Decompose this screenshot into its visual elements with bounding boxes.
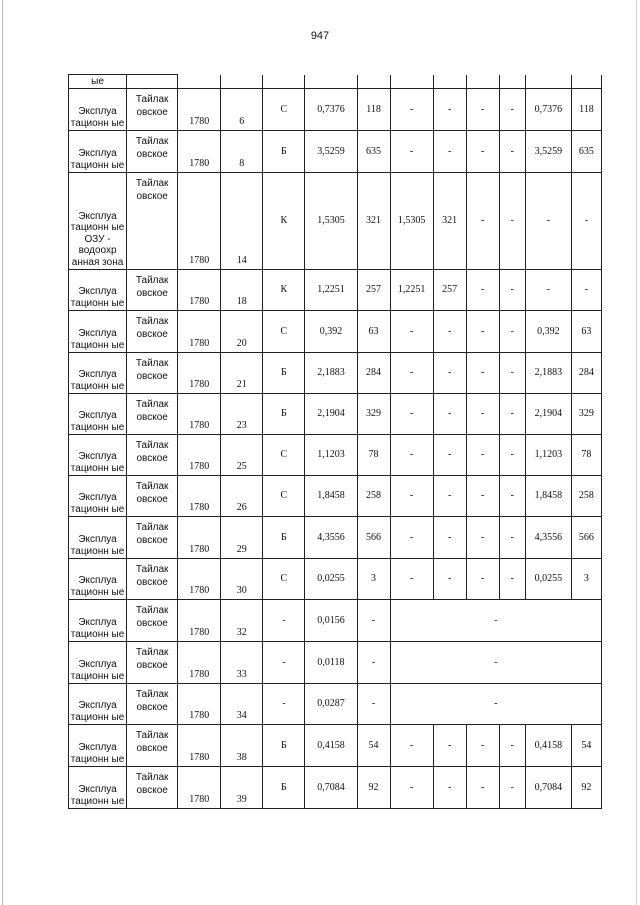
cell-code: 1780 — [178, 89, 221, 131]
cell-type: Эксплуа тационн ые — [69, 435, 127, 476]
cell-value-total: 78 — [357, 435, 390, 476]
cell-deposit-name: Тайлак овское — [127, 600, 178, 642]
cell-value-total: 284 — [357, 353, 390, 394]
cell-area-total: 0,0287 — [305, 684, 357, 725]
cell-number: 23 — [221, 394, 263, 435]
cell-value-total: 329 — [357, 394, 390, 435]
cell-area-b: 1,5305 — [390, 173, 433, 270]
table-row — [69, 353, 602, 394]
cell-category: - — [263, 642, 305, 684]
cell-area-c: - — [466, 767, 499, 809]
cell-code: 1780 — [178, 767, 221, 809]
cell-category: Б — [263, 353, 305, 394]
cell-area-total: 0,392 — [305, 311, 357, 353]
cell-type: Эксплуа тационн ые — [69, 600, 127, 642]
cell-area-total: 2,1883 — [305, 353, 357, 394]
cell-value-total: 3 — [357, 559, 390, 600]
cell-value-b: - — [433, 89, 466, 131]
cell-type: Эксплуа тационн ые — [69, 270, 127, 311]
cell-deposit-name: Тайлак овское — [127, 559, 178, 600]
cell-deposit-name: Тайлак овское — [127, 435, 178, 476]
cell-merged: - — [390, 642, 601, 684]
table-row — [69, 394, 602, 435]
cell-merged: - — [390, 684, 601, 725]
cell-category: Б — [263, 767, 305, 809]
cell-number: 20 — [221, 311, 263, 353]
cell-number: 18 — [221, 270, 263, 311]
cell-area-b: - — [390, 559, 433, 600]
cell-type: Эксплуа тационн ые — [69, 394, 127, 435]
cell-area-total: 1,5305 — [305, 173, 357, 270]
cell-value-b: - — [433, 476, 466, 517]
cell-deposit-name: Тайлак овское — [127, 131, 178, 173]
cell-type: Эксплуа тационн ые — [69, 131, 127, 173]
cell-value-c: - — [499, 767, 525, 809]
cell-area-d: - — [525, 270, 571, 311]
cell-deposit-name: Тайлак овское — [127, 353, 178, 394]
cell-area-c: - — [466, 89, 499, 131]
cell-value-b: - — [433, 767, 466, 809]
cell-area-c: - — [466, 270, 499, 311]
scan-edge-left — [2, 0, 3, 905]
cell-code: 1780 — [178, 476, 221, 517]
page-number: 947 — [310, 30, 330, 42]
table-body — [69, 75, 602, 809]
cell-type: Эксплуа тационн ые — [69, 559, 127, 600]
cell-deposit-name: Тайлак овское — [127, 517, 178, 559]
cell-value-total: 118 — [357, 89, 390, 131]
cell-type: Эксплуа тационн ые ОЗУ - водоохр анная зона — [69, 173, 127, 270]
cell-category: К — [263, 270, 305, 311]
cell-type: Эксплуа тационн ые — [69, 89, 127, 131]
cell-number: 8 — [221, 131, 263, 173]
table-row — [69, 89, 602, 131]
cell-value-total: 257 — [357, 270, 390, 311]
cell-area-total: 0,0156 — [305, 600, 357, 642]
cell-value-total: 63 — [357, 311, 390, 353]
cell-value-c: - — [499, 725, 525, 767]
cell-area-d: 4,3556 — [525, 517, 571, 559]
cell-type: Эксплуа тационн ые — [69, 517, 127, 559]
cell-value-b: - — [433, 559, 466, 600]
cell-deposit-name: Тайлак овское — [127, 89, 178, 131]
table-row — [69, 767, 602, 809]
cell-code: 1780 — [178, 353, 221, 394]
cell-value-d: 78 — [571, 435, 601, 476]
table-row — [69, 725, 602, 767]
table-row — [69, 559, 602, 600]
table-row — [69, 270, 602, 311]
table-row — [69, 517, 602, 559]
cell-value-total: - — [357, 600, 390, 642]
cell-area-b: 1,2251 — [390, 270, 433, 311]
cell-category: Б — [263, 725, 305, 767]
table-row — [69, 435, 602, 476]
cell-value-b: 321 — [433, 173, 466, 270]
cell-merged: - — [390, 600, 601, 642]
cell-number: 33 — [221, 642, 263, 684]
cell-area-total: 0,0118 — [305, 642, 357, 684]
cell-area-c: - — [466, 394, 499, 435]
cell-value-c: - — [499, 173, 525, 270]
cell-value-c: - — [499, 353, 525, 394]
cell-deposit-name: Тайлак овское — [127, 684, 178, 725]
cell-area-total: 0,0255 — [305, 559, 357, 600]
cell-area-b: - — [390, 517, 433, 559]
cell-value-d: 3 — [571, 559, 601, 600]
cell-empty — [499, 75, 525, 89]
cell-deposit-name: Тайлак овское — [127, 394, 178, 435]
cell-area-total: 2,1904 — [305, 394, 357, 435]
cell-empty — [433, 75, 466, 89]
cell-value-d: - — [571, 173, 601, 270]
cell-empty — [571, 75, 601, 89]
table-row — [69, 600, 602, 642]
cell-value-d: 63 — [571, 311, 601, 353]
table-row — [69, 131, 602, 173]
cell-value-d: 54 — [571, 725, 601, 767]
cell-type: ые — [69, 75, 127, 89]
cell-area-d: 0,392 — [525, 311, 571, 353]
cell-value-total: 635 — [357, 131, 390, 173]
cell-area-d: 2,1883 — [525, 353, 571, 394]
cell-area-b: - — [390, 476, 433, 517]
cell-area-total: 0,4158 — [305, 725, 357, 767]
cell-type: Эксплуа тационн ые — [69, 725, 127, 767]
cell-area-d: 0,0255 — [525, 559, 571, 600]
cell-number: 29 — [221, 517, 263, 559]
cell-area-total: 1,8458 — [305, 476, 357, 517]
cell-value-d: 118 — [571, 89, 601, 131]
cell-area-d: 3,5259 — [525, 131, 571, 173]
cell-category: С — [263, 435, 305, 476]
cell-empty — [390, 75, 433, 89]
cell-empty — [221, 75, 263, 89]
cell-code: 1780 — [178, 435, 221, 476]
table-row — [69, 476, 602, 517]
cell-deposit-name: Тайлак овское — [127, 476, 178, 517]
cell-area-b: - — [390, 725, 433, 767]
cell-empty — [466, 75, 499, 89]
data-table — [68, 74, 602, 809]
cell-value-d: 284 — [571, 353, 601, 394]
cell-area-total: 1,1203 — [305, 435, 357, 476]
cell-area-b: - — [390, 311, 433, 353]
cell-number: 32 — [221, 600, 263, 642]
cell-number: 39 — [221, 767, 263, 809]
cell-category: К — [263, 173, 305, 270]
cell-value-b: - — [433, 311, 466, 353]
cell-value-c: - — [499, 89, 525, 131]
cell-value-total: 566 — [357, 517, 390, 559]
cell-deposit-name: Тайлак овское — [127, 767, 178, 809]
table-row — [69, 311, 602, 353]
cell-type: Эксплуа тационн ые — [69, 684, 127, 725]
cell-area-b: - — [390, 353, 433, 394]
cell-value-c: - — [499, 131, 525, 173]
cell-number: 21 — [221, 353, 263, 394]
cell-number: 30 — [221, 559, 263, 600]
cell-value-c: - — [499, 517, 525, 559]
cell-area-d: 0,4158 — [525, 725, 571, 767]
cell-deposit-name: Тайлак овское — [127, 311, 178, 353]
cell-area-c: - — [466, 435, 499, 476]
cell-area-b: - — [390, 767, 433, 809]
cell-area-c: - — [466, 559, 499, 600]
cell-value-total: 258 — [357, 476, 390, 517]
cell-value-d: 635 — [571, 131, 601, 173]
table-row — [69, 684, 602, 725]
cell-area-c: - — [466, 311, 499, 353]
cell-code: 1780 — [178, 131, 221, 173]
cell-category: - — [263, 600, 305, 642]
table-row-continuation — [69, 75, 602, 89]
table-row — [69, 642, 602, 684]
cell-code: 1780 — [178, 394, 221, 435]
cell-code: 1780 — [178, 559, 221, 600]
cell-empty — [127, 75, 178, 89]
cell-empty — [357, 75, 390, 89]
cell-value-b: - — [433, 394, 466, 435]
cell-code: 1780 — [178, 725, 221, 767]
cell-area-total: 0,7376 — [305, 89, 357, 131]
scan-edge-right — [636, 0, 637, 905]
cell-empty — [525, 75, 571, 89]
cell-deposit-name: Тайлак овское — [127, 173, 178, 270]
cell-number: 14 — [221, 173, 263, 270]
cell-value-d: 258 — [571, 476, 601, 517]
cell-area-total: 1,2251 — [305, 270, 357, 311]
cell-area-b: - — [390, 131, 433, 173]
cell-value-total: 92 — [357, 767, 390, 809]
cell-area-total: 3,5259 — [305, 131, 357, 173]
cell-category: Б — [263, 517, 305, 559]
cell-value-b: - — [433, 725, 466, 767]
cell-value-b: - — [433, 353, 466, 394]
cell-area-b: - — [390, 435, 433, 476]
cell-area-b: - — [390, 89, 433, 131]
cell-value-c: - — [499, 476, 525, 517]
cell-number: 6 — [221, 89, 263, 131]
cell-area-total: 0,7084 — [305, 767, 357, 809]
cell-value-d: 92 — [571, 767, 601, 809]
cell-number: 26 — [221, 476, 263, 517]
cell-value-c: - — [499, 270, 525, 311]
cell-area-d: - — [525, 173, 571, 270]
cell-category: С — [263, 311, 305, 353]
cell-code: 1780 — [178, 600, 221, 642]
cell-category: С — [263, 476, 305, 517]
cell-code: 1780 — [178, 517, 221, 559]
cell-value-b: - — [433, 131, 466, 173]
cell-code: 1780 — [178, 684, 221, 725]
cell-number: 34 — [221, 684, 263, 725]
cell-category: С — [263, 559, 305, 600]
cell-area-d: 2,1904 — [525, 394, 571, 435]
cell-category: - — [263, 684, 305, 725]
cell-code: 1780 — [178, 173, 221, 270]
cell-value-total: 321 — [357, 173, 390, 270]
cell-category: С — [263, 89, 305, 131]
cell-value-total: - — [357, 684, 390, 725]
cell-type: Эксплуа тационн ые — [69, 353, 127, 394]
cell-category: Б — [263, 394, 305, 435]
cell-empty — [178, 75, 221, 89]
cell-area-d: 1,8458 — [525, 476, 571, 517]
cell-area-c: - — [466, 173, 499, 270]
cell-area-total: 4,3556 — [305, 517, 357, 559]
cell-value-c: - — [499, 311, 525, 353]
cell-code: 1780 — [178, 642, 221, 684]
cell-deposit-name: Тайлак овское — [127, 642, 178, 684]
cell-value-total: - — [357, 642, 390, 684]
cell-value-d: 329 — [571, 394, 601, 435]
cell-value-b: - — [433, 435, 466, 476]
cell-area-c: - — [466, 517, 499, 559]
cell-area-c: - — [466, 353, 499, 394]
cell-type: Эксплуа тационн ые — [69, 476, 127, 517]
cell-value-b: 257 — [433, 270, 466, 311]
cell-area-d: 0,7084 — [525, 767, 571, 809]
table-row — [69, 173, 602, 270]
cell-code: 1780 — [178, 270, 221, 311]
cell-area-b: - — [390, 394, 433, 435]
cell-number: 38 — [221, 725, 263, 767]
cell-value-c: - — [499, 559, 525, 600]
cell-category: Б — [263, 131, 305, 173]
cell-area-c: - — [466, 725, 499, 767]
cell-value-c: - — [499, 435, 525, 476]
cell-deposit-name: Тайлак овское — [127, 725, 178, 767]
cell-empty — [305, 75, 357, 89]
cell-value-d: - — [571, 270, 601, 311]
cell-area-c: - — [466, 476, 499, 517]
cell-type: Эксплуа тационн ые — [69, 642, 127, 684]
cell-code: 1780 — [178, 311, 221, 353]
cell-area-d: 1,1203 — [525, 435, 571, 476]
cell-value-total: 54 — [357, 725, 390, 767]
cell-area-d: 0,7376 — [525, 89, 571, 131]
cell-value-d: 566 — [571, 517, 601, 559]
cell-type: Эксплуа тационн ые — [69, 767, 127, 809]
cell-deposit-name: Тайлак овское — [127, 270, 178, 311]
cell-type: Эксплуа тационн ые — [69, 311, 127, 353]
cell-value-b: - — [433, 517, 466, 559]
cell-number: 25 — [221, 435, 263, 476]
cell-empty — [263, 75, 305, 89]
cell-value-c: - — [499, 394, 525, 435]
cell-area-c: - — [466, 131, 499, 173]
